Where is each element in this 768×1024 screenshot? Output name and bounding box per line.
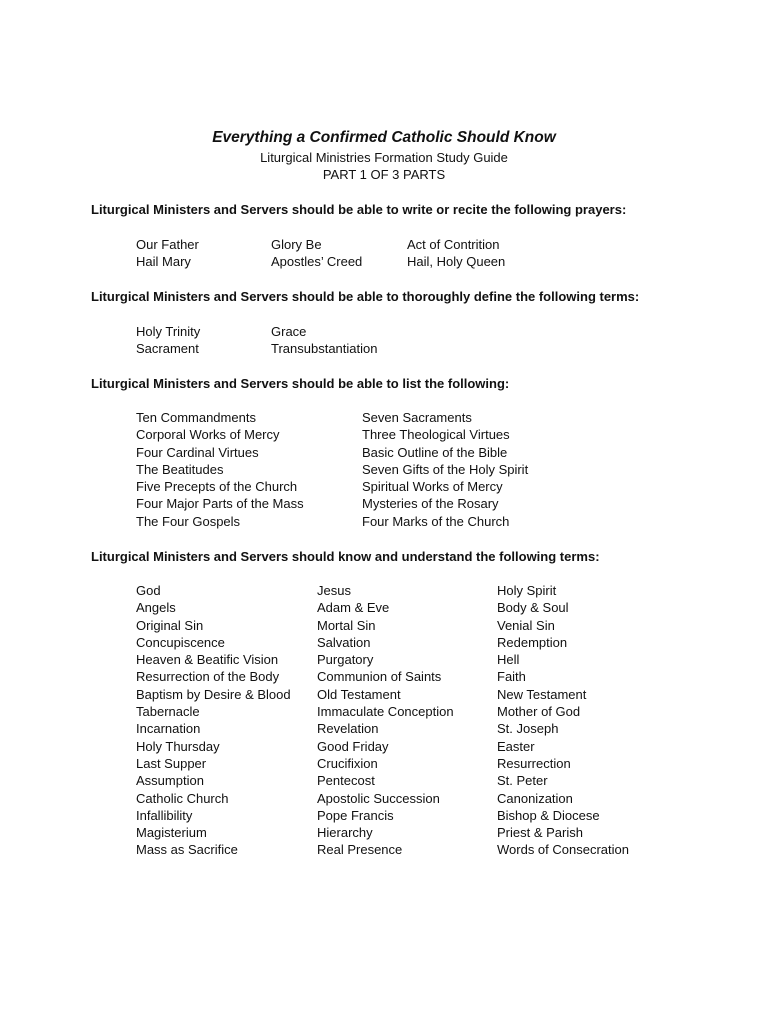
list-item: Communion of Saints (317, 669, 442, 685)
list-item: Jesus (317, 583, 351, 598)
list-item: New Testament (497, 686, 587, 702)
list-item: Pentecost (317, 773, 375, 789)
list-item: Angels (136, 600, 176, 616)
list-item: Hail Mary (136, 254, 191, 270)
list-item: Canonization (497, 790, 573, 806)
prayers-column-1 (136, 236, 199, 271)
list-item: Sacrament (136, 341, 199, 357)
list-following-column-2 (362, 409, 528, 530)
list-item: Baptism by Desire & Blood (136, 686, 291, 702)
list-item: Last Supper (136, 755, 207, 771)
list-item: Apostles’ Creed (271, 254, 363, 270)
list-item: St. Joseph (497, 721, 559, 737)
list-item: The Four Gospels (136, 513, 241, 529)
list-item: Five Precepts of the Church (136, 479, 298, 495)
define-terms-column-1 (136, 323, 200, 358)
list-item: Hell (497, 652, 520, 668)
list-item: Holy Trinity (136, 324, 201, 339)
list-item: Purgatory (317, 652, 374, 668)
list-item: Tabernacle (136, 704, 200, 720)
list-item: Three Theological Virtues (362, 427, 510, 443)
list-item: Bishop & Diocese (497, 807, 600, 823)
list-item: Mass as Sacrifice (136, 842, 238, 858)
section-heading-define-terms: Liturgical Ministers and Servers should be able to thoroughly define the following terms: (91, 289, 640, 304)
list-item: Real Presence (317, 842, 403, 858)
understand-terms-column-2 (317, 582, 454, 859)
list-following-column-1 (136, 409, 304, 530)
list-item: Four Marks of the Church (362, 513, 510, 529)
list-item: God (136, 583, 161, 598)
list-item: Crucifixion (317, 755, 378, 771)
list-item: Body & Soul (497, 600, 569, 616)
list-item: Adam & Eve (317, 600, 390, 616)
section-heading-list: Liturgical Ministers and Servers should be able to list the following: (91, 376, 510, 391)
list-item: Transubstantiation (271, 341, 378, 357)
list-item: Act of Contrition (407, 237, 500, 252)
list-item: St. Peter (497, 773, 548, 789)
list-item: The Beatitudes (136, 461, 224, 477)
list-item: Redemption (497, 634, 568, 650)
list-item: Concupiscence (136, 634, 225, 650)
list-item: Faith (497, 669, 526, 685)
list-item: Mother of God (497, 704, 581, 720)
understand-terms-column-1 (136, 582, 291, 859)
document-subtitle: Liturgical Ministries Formation Study Guide (260, 150, 508, 165)
list-item: Basic Outline of the Bible (362, 444, 508, 460)
list-item: Easter (497, 738, 535, 754)
list-item: Seven Gifts of the Holy Spirit (362, 461, 529, 477)
list-item: Four Major Parts of the Mass (136, 496, 304, 512)
list-item: Infallibility (136, 807, 193, 823)
list-item: Apostolic Succession (317, 790, 440, 806)
list-item: Pope Francis (317, 807, 394, 823)
document-title: Everything a Confirmed Catholic Should Know (212, 129, 556, 146)
list-item: Original Sin (136, 617, 204, 633)
list-item: Heaven & Beatific Vision (136, 652, 279, 668)
prayers-column-2 (271, 236, 362, 271)
list-item: Resurrection of the Body (136, 669, 280, 685)
list-item: Incarnation (136, 721, 201, 737)
list-item: Holy Thursday (136, 738, 220, 754)
list-item: Corporal Works of Mercy (136, 427, 280, 443)
list-item: Mortal Sin (317, 617, 376, 633)
list-item: Assumption (136, 773, 204, 789)
list-item: Magisterium (136, 825, 207, 841)
define-terms-column-2 (271, 323, 377, 358)
list-item: Seven Sacraments (362, 410, 472, 425)
list-item: Old Testament (317, 686, 401, 702)
list-item: Our Father (136, 237, 199, 252)
list-item: Ten Commandments (136, 410, 256, 425)
list-item: Words of Consecration (497, 842, 629, 858)
list-item: Hail, Holy Queen (407, 254, 506, 270)
list-item: Catholic Church (136, 790, 229, 806)
list-item: Four Cardinal Virtues (136, 444, 259, 460)
list-item: Mysteries of the Rosary (362, 496, 499, 512)
list-item: Venial Sin (497, 617, 555, 633)
document-part: PART 1 OF 3 PARTS (322, 167, 446, 182)
list-item: Holy Spirit (497, 583, 557, 598)
list-item: Hierarchy (317, 825, 373, 841)
prayers-column-3 (407, 236, 505, 271)
section-heading-prayers: Liturgical Ministers and Servers should be able to write or recite the following prayers: (91, 202, 627, 217)
list-item: Resurrection (497, 755, 571, 771)
list-item: Salvation (317, 634, 371, 650)
section-heading-understand-terms: Liturgical Ministers and Servers should know and understand the following terms: (91, 549, 600, 564)
list-item: Immaculate Conception (317, 704, 454, 720)
list-item: Glory Be (271, 237, 322, 252)
understand-terms-column-3 (497, 582, 629, 859)
list-item: Spiritual Works of Mercy (362, 479, 503, 495)
list-item: Priest & Parish (497, 825, 583, 841)
list-item: Revelation (317, 721, 379, 737)
list-item: Good Friday (317, 738, 389, 754)
list-item: Grace (271, 324, 307, 339)
